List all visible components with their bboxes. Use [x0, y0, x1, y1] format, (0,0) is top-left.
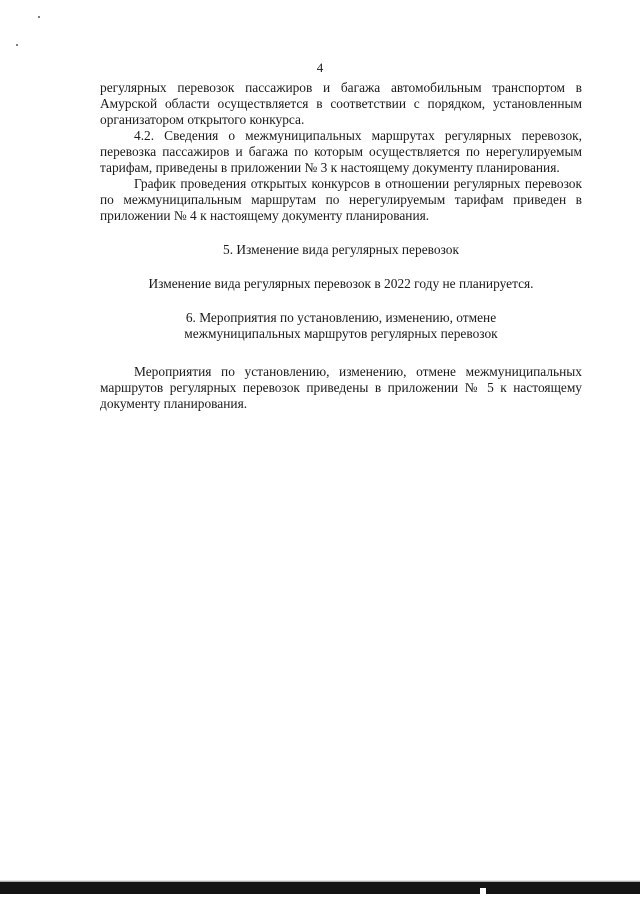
- scan-band-gap: [480, 888, 486, 894]
- section-6-heading-line-1: 6. Мероприятия по установлению, изменению, отмене: [185, 310, 497, 325]
- scan-bottom-band: [0, 882, 640, 894]
- section-6-text: Мероприятия по установлению, изменению, отмене межмуниципальных маршрутов регулярных перевозок приведены в приложении № 5 к настоящему документу планирования.: [100, 364, 582, 411]
- paragraph-schedule: График проведения открытых конкурсов в отношении регулярных перевозок по межмуниципальным маршрутам по нерегулируемым тарифам приведен в приложении № 4 к настоящему документу планирования.: [100, 176, 582, 223]
- page-number: 4: [316, 60, 324, 75]
- scan-speck: [16, 44, 18, 46]
- paragraph-continuation: регулярных перевозок пассажиров и багажа автомобильным транспортом в Амурской области осуществляется в соответствии с порядком, установленным организатором открытого конкурса.: [100, 80, 582, 127]
- document-body: [100, 80, 582, 412]
- paragraph-4-2: 4.2. Сведения о межмуниципальных маршрутах регулярных перевозок, перевозка пассажиров и багажа по которым осуществляется по нерегулируемым тарифам, приведены в приложении № 3 к настоящему документу планирования.: [100, 128, 582, 175]
- scan-speck: [38, 16, 40, 18]
- section-5-heading: 5. Изменение вида регулярных перевозок: [223, 242, 459, 257]
- section-5-text: Изменение вида регулярных перевозок в 2022 году не планируется.: [148, 276, 534, 291]
- section-6-heading-line-2: межмуниципальных маршрутов регулярных перевозок: [184, 326, 498, 341]
